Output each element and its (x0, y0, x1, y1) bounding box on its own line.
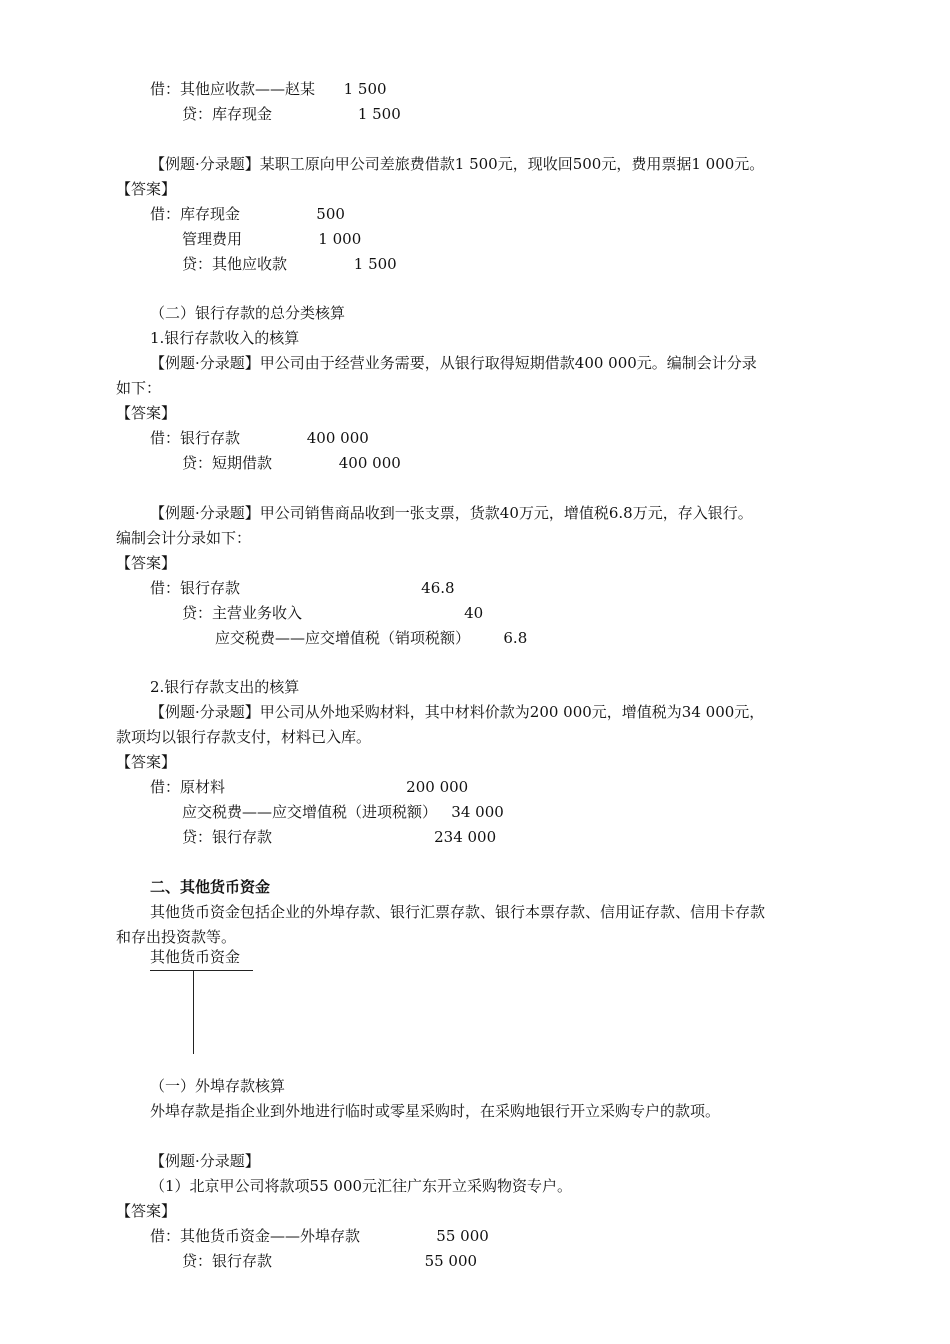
text-line: 【答案】 (116, 753, 177, 771)
text-line: 贷：银行存款 55 000 (182, 1252, 478, 1270)
text-line: 借：原材料 200 000 (150, 778, 469, 796)
text-line: 1.银行存款收入的核算 (150, 329, 300, 347)
text-line: 管理费用 1 000 (182, 230, 362, 248)
text-line: 贷：其他应收款 1 500 (182, 255, 397, 273)
text-line: 借：库存现金 500 (150, 205, 345, 223)
text-line: 【答案】 (116, 180, 177, 198)
text-line: 二、其他货币资金 (150, 878, 271, 896)
text-line: 【例题·分录题】甲公司从外地采购材料，其中材料价款为200 000元，增值税为34 000元， (150, 703, 765, 721)
text-line: 应交税费——应交增值税（进项税额） 34 000 (182, 803, 504, 821)
text-line: （二）银行存款的总分类核算 (150, 304, 346, 322)
text-line: 外埠存款是指企业到外地进行临时或零星采购时，在采购地银行开立采购专户的款项。 (150, 1102, 721, 1120)
t-account-title: 其他货币资金 (150, 948, 241, 966)
text-line: 【例题·分录题】 (150, 1152, 260, 1170)
text-line: 贷：银行存款 234 000 (182, 828, 497, 846)
text-line: 其他货币资金包括企业的外埠存款、银行汇票存款、银行本票存款、信用证存款、信用卡存款 (150, 903, 766, 921)
text-line: 2.银行存款支出的核算 (150, 678, 300, 696)
text-line: 【例题·分录题】甲公司销售商品收到一张支票，货款40万元，增值税6.8万元，存入银行。 (150, 504, 753, 522)
text-line: 编制会计分录如下： (116, 529, 252, 547)
text-line: 【例题·分录题】甲公司由于经营业务需要，从银行取得短期借款400 000元。编制会计分录 (150, 354, 757, 372)
text-line: 借：其他应收款——赵某 1 500 (150, 80, 387, 98)
t-account-horizontal-line (150, 970, 253, 971)
text-line: 款项均以银行存款支付，材料已入库。 (116, 728, 372, 746)
text-line: 借：其他货币资金——外埠存款 55 000 (150, 1227, 489, 1245)
t-account-vertical-line (193, 970, 194, 1054)
text-line: 借：银行存款 400 000 (150, 429, 369, 447)
text-line: 和存出投资款等。 (116, 928, 237, 946)
text-line: 【答案】 (116, 554, 177, 572)
text-line: 贷：主营业务收入 40 (182, 604, 484, 622)
text-line: （1）北京甲公司将款项55 000元汇往广东开立采购物资专户。 (150, 1177, 573, 1195)
text-line: 【答案】 (116, 1202, 177, 1220)
text-line: 贷：库存现金 1 500 (182, 105, 401, 123)
text-line: 【例题·分录题】某职工原向甲公司差旅费借款1 500元，现收回500元，费用票据1 000元。 (150, 155, 765, 173)
text-line: 借：银行存款 46.8 (150, 579, 455, 597)
text-line: 贷：短期借款 400 000 (182, 454, 401, 472)
text-line: 【答案】 (116, 404, 177, 422)
text-line: 应交税费——应交增值税（销项税额） 6.8 (215, 629, 528, 647)
text-line: 如下： (116, 379, 162, 397)
text-line: （一）外埠存款核算 (150, 1077, 286, 1095)
